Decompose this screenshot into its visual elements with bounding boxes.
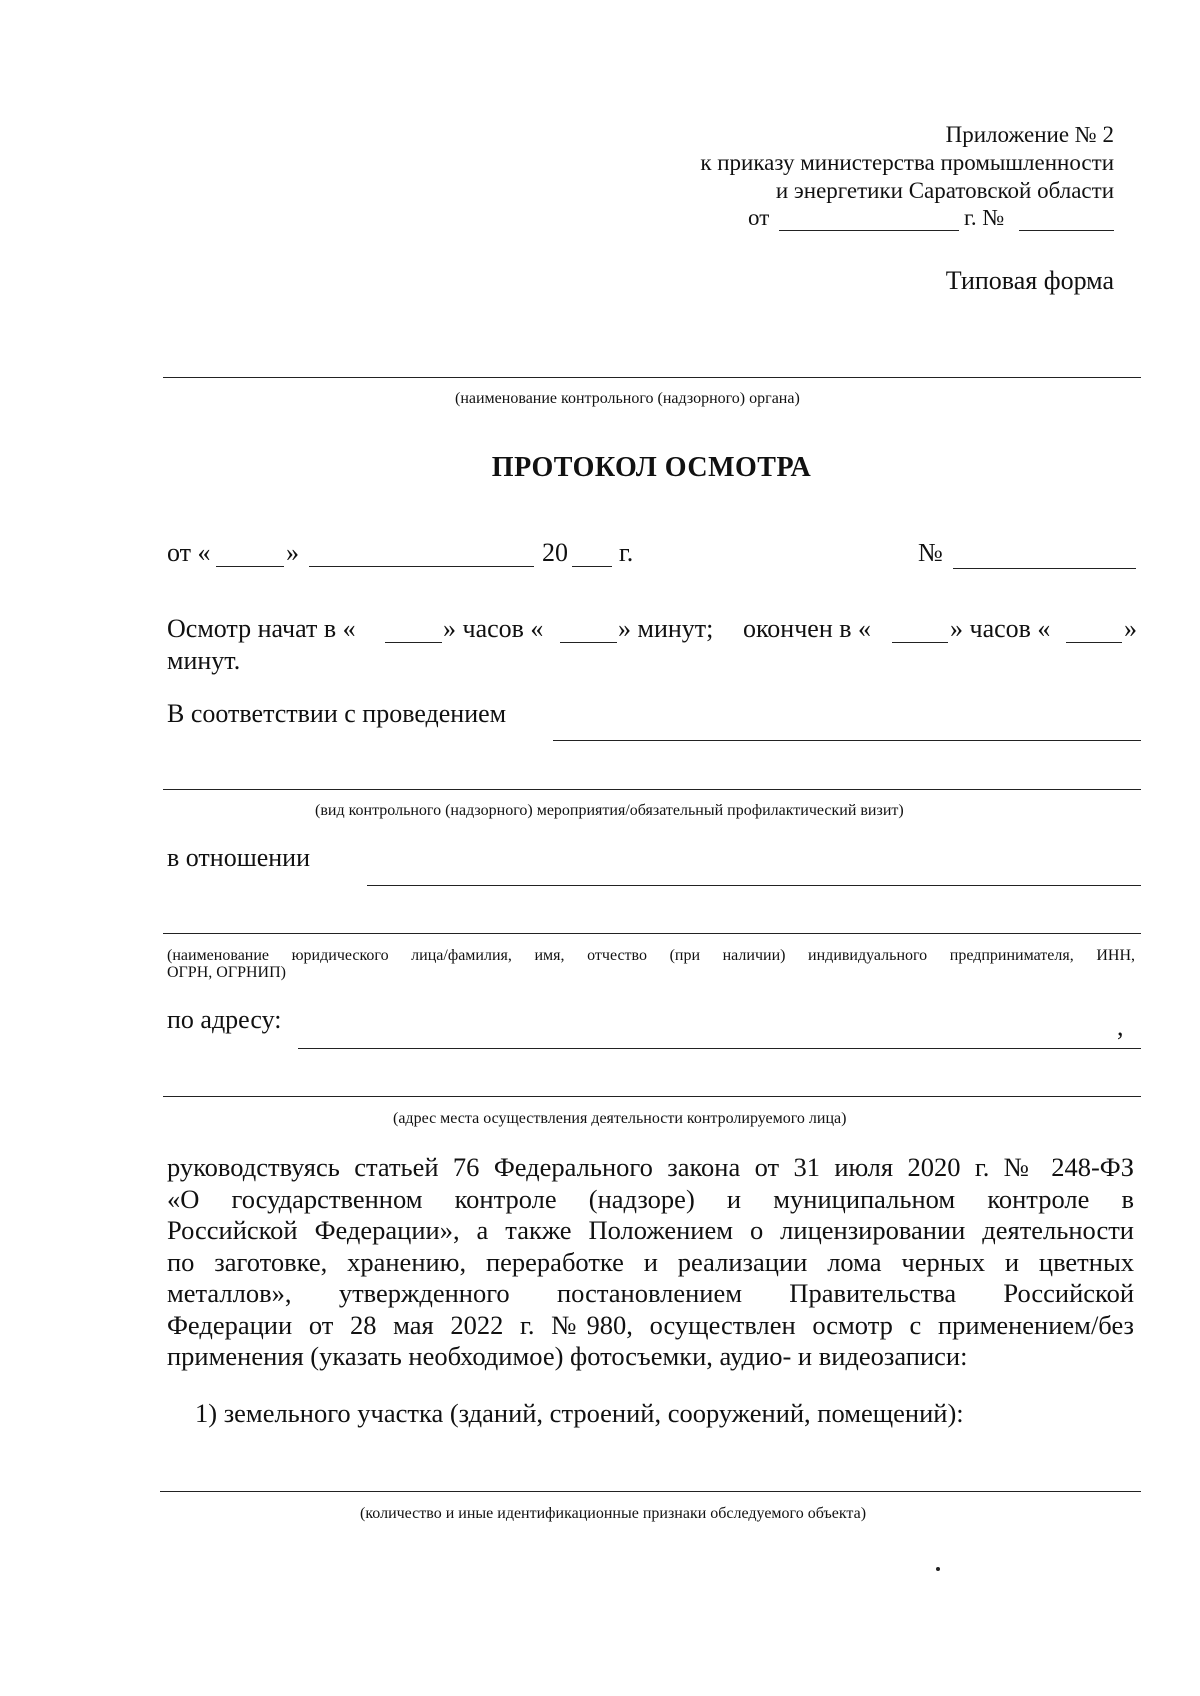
address-comma: , bbox=[1117, 1012, 1124, 1041]
address-line-2[interactable] bbox=[163, 1096, 1141, 1097]
date-year-blank[interactable] bbox=[572, 566, 612, 567]
object-caption: (количество и иные идентификационные признаки обследуемого объекта) bbox=[360, 1505, 867, 1522]
header-ministry-line: и энергетики Саратовской области bbox=[775, 178, 1114, 203]
page-title: ПРОТОКОЛ ОСМОТРА bbox=[491, 452, 812, 483]
scan-speck bbox=[936, 1567, 940, 1571]
organ-caption: (наименование контрольного (надзорного) органа) bbox=[455, 390, 800, 407]
entity-name-line[interactable] bbox=[163, 933, 1141, 934]
address-blank[interactable] bbox=[298, 1048, 1141, 1049]
accordance-blank[interactable] bbox=[553, 740, 1141, 741]
object-line[interactable] bbox=[160, 1491, 1141, 1492]
number-blank[interactable] bbox=[953, 568, 1136, 569]
address-label: по адресу: bbox=[167, 1005, 282, 1034]
entity-caption-line2: ОГРН, ОГРНИП) bbox=[167, 964, 286, 981]
legal-basis-paragraph bbox=[167, 1152, 1134, 1373]
time-end-close: » bbox=[1124, 614, 1137, 643]
header-number-label: г. № bbox=[964, 205, 1005, 230]
time-end-hours-label: » часов « bbox=[950, 614, 1051, 643]
date-day-blank[interactable] bbox=[216, 566, 284, 567]
date-prefix: от « bbox=[167, 538, 211, 567]
start-hours-blank[interactable] bbox=[385, 642, 442, 643]
paragraph-line-7: применения (указать необходимое) фотосъемки, аудио- и видеозаписи: bbox=[167, 1341, 968, 1371]
header-number-blank[interactable] bbox=[1019, 230, 1114, 231]
form-type-label: Типовая форма bbox=[945, 266, 1114, 295]
time-start-label: Осмотр начат в « bbox=[167, 614, 356, 643]
date-year-suffix: г. bbox=[619, 538, 634, 567]
address-caption: (адрес места осуществления деятельности контролируемого лица) bbox=[393, 1110, 847, 1127]
time-minutes-label: » минут; bbox=[618, 614, 714, 643]
header-order-line: к приказу министерства промышленности bbox=[700, 150, 1114, 175]
regarding-label: в отношении bbox=[167, 843, 311, 872]
date-year-prefix: 20 bbox=[542, 538, 568, 567]
header-date-prefix: от bbox=[748, 205, 770, 230]
header-annex-number: Приложение № 2 bbox=[945, 122, 1114, 147]
end-hours-blank[interactable] bbox=[892, 642, 948, 643]
entity-caption-line1: (наименование юридического лица/фамилия, имя, отчество (при наличии) индивидуального предпринимателя, ИНН, bbox=[167, 947, 1135, 964]
time-hours-label: » часов « bbox=[443, 614, 544, 643]
header-date-blank[interactable] bbox=[779, 230, 959, 231]
event-caption: (вид контрольного (надзорного) мероприятия/обязательный профилактический визит) bbox=[315, 802, 904, 819]
date-month-blank[interactable] bbox=[309, 566, 534, 567]
organ-name-line[interactable] bbox=[163, 377, 1141, 378]
date-close-quote: » bbox=[286, 538, 299, 567]
paragraph-line-5: металлов», утвержденного постановлением Правительства Российской bbox=[167, 1278, 1134, 1308]
number-label: № bbox=[918, 538, 943, 567]
paragraph-line-6: Федерации от 28 мая 2022 г. №980, осуществлен осмотр с применением/без bbox=[167, 1309, 1134, 1340]
event-type-line[interactable] bbox=[163, 789, 1141, 790]
item-land-plot: 1) земельного участка (зданий, строений, сооружений, помещений): bbox=[195, 1398, 964, 1428]
paragraph-line-1: руководствуясь статьей 76 Федерального закона от 31 июля 2020 г. № 248-ФЗ bbox=[167, 1152, 1134, 1182]
paragraph-line-3: Российской Федерации», а также Положением о лицензировании деятельности bbox=[167, 1215, 1134, 1245]
end-minutes-blank[interactable] bbox=[1066, 642, 1122, 643]
start-minutes-blank[interactable] bbox=[560, 642, 617, 643]
paragraph-line-4: по заготовке, хранению, переработке и реализации лома черных и цветных bbox=[167, 1246, 1134, 1277]
accordance-label: В соответствии с проведением bbox=[167, 699, 507, 728]
paragraph-line-2: «О государственном контроле (надзоре) и муниципальном контроле в bbox=[167, 1183, 1134, 1214]
regarding-blank[interactable] bbox=[367, 885, 1141, 886]
time-end-label: окончен в « bbox=[743, 614, 872, 643]
time-minutes-continuation: минут. bbox=[167, 646, 241, 675]
